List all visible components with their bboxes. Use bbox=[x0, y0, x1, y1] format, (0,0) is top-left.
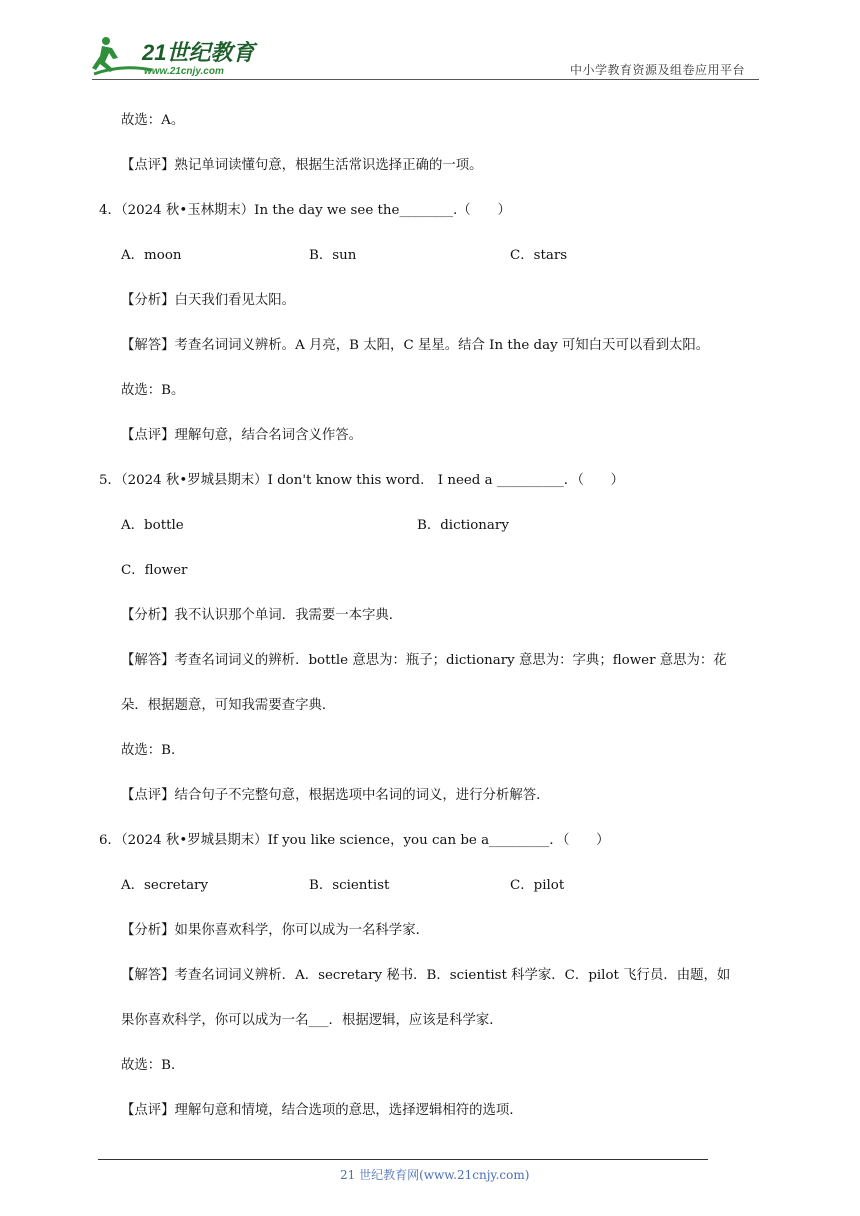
q6-answer: 故选：B． bbox=[121, 1058, 185, 1073]
logo bbox=[92, 34, 262, 80]
question-4: 4．（2024 秋•玉林期末）In the day we see the________.（ ） bbox=[99, 203, 511, 218]
question-5: 5．（2024 秋•罗城县期末）I don't know this word. I need a __________．（ ） bbox=[99, 473, 625, 488]
footer-divider bbox=[98, 1159, 708, 1160]
question-6: 6．（2024 秋•罗城县期末）If you like science，you can be a_________．（ ） bbox=[99, 833, 610, 848]
page-header bbox=[0, 0, 860, 90]
q5-solution: 【解答】考查名词词义的辨析．bottle 意思为：瓶子；dictionary 意思为：字典；flower 意思为：花 bbox=[121, 653, 727, 668]
q6-solution: 【解答】考查名词词义辨析．A．secretary 秘书．B．scientist 科学家．C．pilot 飞行员．由题，如 bbox=[121, 968, 731, 983]
header-divider bbox=[92, 79, 759, 80]
logo-url: www.21cnjy.com bbox=[144, 66, 224, 77]
q5-answer: 故选：B． bbox=[121, 743, 185, 758]
comment-line: 【点评】熟记单词读懂句意，根据生活常识选择正确的一项。 bbox=[121, 158, 483, 173]
site-name: 中小学教育资源及组卷应用平台 bbox=[570, 63, 746, 77]
q4-comment: 【点评】理解句意，结合名词含义作答。 bbox=[121, 428, 363, 443]
q4-answer: 故选：B。 bbox=[121, 383, 185, 398]
q6-comment: 【点评】理解句意和情境，结合选项的意思，选择逻辑相符的选项． bbox=[121, 1103, 523, 1118]
q6-analysis: 【分析】如果你喜欢科学，你可以成为一名科学家． bbox=[121, 923, 429, 938]
q6-option-a: A．secretary bbox=[121, 878, 209, 893]
q5-option-c: C．flower bbox=[121, 563, 188, 578]
q4-option-a: A．moon bbox=[121, 248, 182, 263]
q4-solution: 【解答】考查名词词义辨析。A 月亮，B 太阳，C 星星。结合 In the day 可知白天可以看到太阳。 bbox=[121, 338, 710, 353]
q4-analysis: 【分析】白天我们看见太阳。 bbox=[121, 293, 296, 308]
logo-text: 21世纪教育 bbox=[142, 40, 255, 65]
q6-option-b: B．scientist bbox=[309, 878, 390, 893]
q4-option-c: C．stars bbox=[510, 248, 568, 263]
answer-line: 故选：A。 bbox=[121, 113, 185, 128]
q6-option-c: C．pilot bbox=[510, 878, 565, 893]
q4-option-b: B．sun bbox=[309, 248, 357, 263]
q5-solution-cont: 朵．根据题意，可知我需要查字典． bbox=[121, 698, 336, 713]
q5-comment: 【点评】结合句子不完整句意，根据选项中名词的词义，进行分析解答． bbox=[121, 788, 550, 803]
footer-link[interactable]: 21 世纪教育网(www.21cnjy.com) bbox=[340, 1168, 530, 1182]
q5-analysis: 【分析】我不认识那个单词．我需要一本字典． bbox=[121, 608, 403, 623]
q6-solution-cont: 果你喜欢科学，你可以成为一名___．根据逻辑，应该是科学家． bbox=[121, 1013, 503, 1028]
q5-option-a: A．bottle bbox=[121, 518, 184, 533]
q5-option-b: B．dictionary bbox=[417, 518, 509, 533]
